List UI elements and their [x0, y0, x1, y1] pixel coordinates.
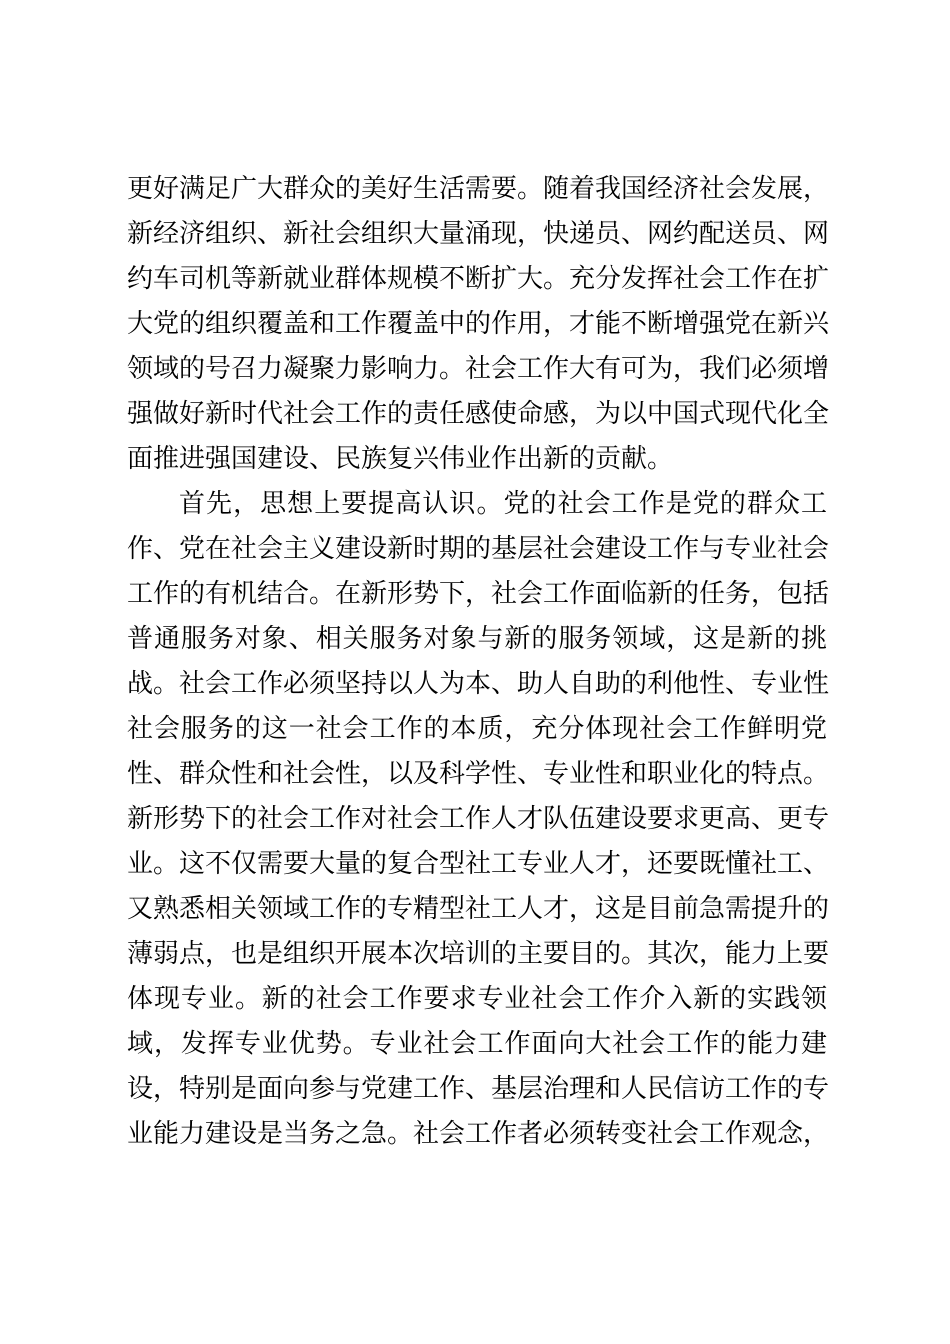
text-line: 新形势下的社会工作对社会工作人才队伍建设要求更高、更专 [127, 804, 830, 834]
text-line: 强做好新时代社会工作的责任感使命感，为以中国式现代化全 [127, 399, 830, 429]
text-line: 工作的有机结合。在新形势下，社会工作面临新的任务，包括 [127, 579, 830, 609]
body-text [127, 167, 830, 1157]
text-line: 新经济组织、新社会组织大量涌现，快递员、网约配送员、网 [127, 219, 830, 249]
text-line: 约车司机等新就业群体规模不断扩大。充分发挥社会工作在扩 [127, 264, 830, 294]
text-line: 社会服务的这一社会工作的本质，充分体现社会工作鲜明党 [127, 714, 827, 744]
text-line: 更好满足广大群众的美好生活需要。随着我国经济社会发展， [127, 174, 830, 204]
text-line: 业能力建设是当务之急。社会工作者必须转变社会工作观念， [127, 1119, 830, 1149]
text-line: 作、党在社会主义建设新时期的基层社会建设工作与专业社会 [127, 534, 830, 564]
text-line: 又熟悉相关领域工作的专精型社工人才，这是目前急需提升的 [127, 894, 830, 924]
paragraph-first-line: 首先，思想上要提高认识。党的社会工作是党的群众工 [179, 489, 827, 519]
text-line: 大党的组织覆盖和工作覆盖中的作用，才能不断增强党在新兴 [127, 309, 830, 339]
text-line: 设，特别是面向参与党建工作、基层治理和人民信访工作的专 [127, 1074, 830, 1104]
text-line: 域，发挥专业优势。专业社会工作面向大社会工作的能力建 [127, 1029, 827, 1059]
text-line: 领域的号召力凝聚力影响力。社会工作大有可为，我们必须增 [127, 354, 830, 384]
text-line: 面推进强国建设、民族复兴伟业作出新的贡献。 [127, 444, 674, 474]
text-line: 体现专业。新的社会工作要求专业社会工作介入新的实践领 [127, 984, 827, 1014]
text-line: 性、群众性和社会性，以及科学性、专业性和职业化的特点。 [127, 759, 830, 789]
text-line: 战。社会工作必须坚持以人为本、助人自助的利他性、专业性 [127, 669, 830, 699]
text-line: 薄弱点，也是组织开展本次培训的主要目的。其次，能力上要 [127, 939, 830, 969]
text-line: 业。这不仅需要大量的复合型社工专业人才，还要既懂社工、 [127, 849, 830, 879]
text-line: 普通服务对象、相关服务对象与新的服务领域，这是新的挑 [127, 624, 827, 654]
